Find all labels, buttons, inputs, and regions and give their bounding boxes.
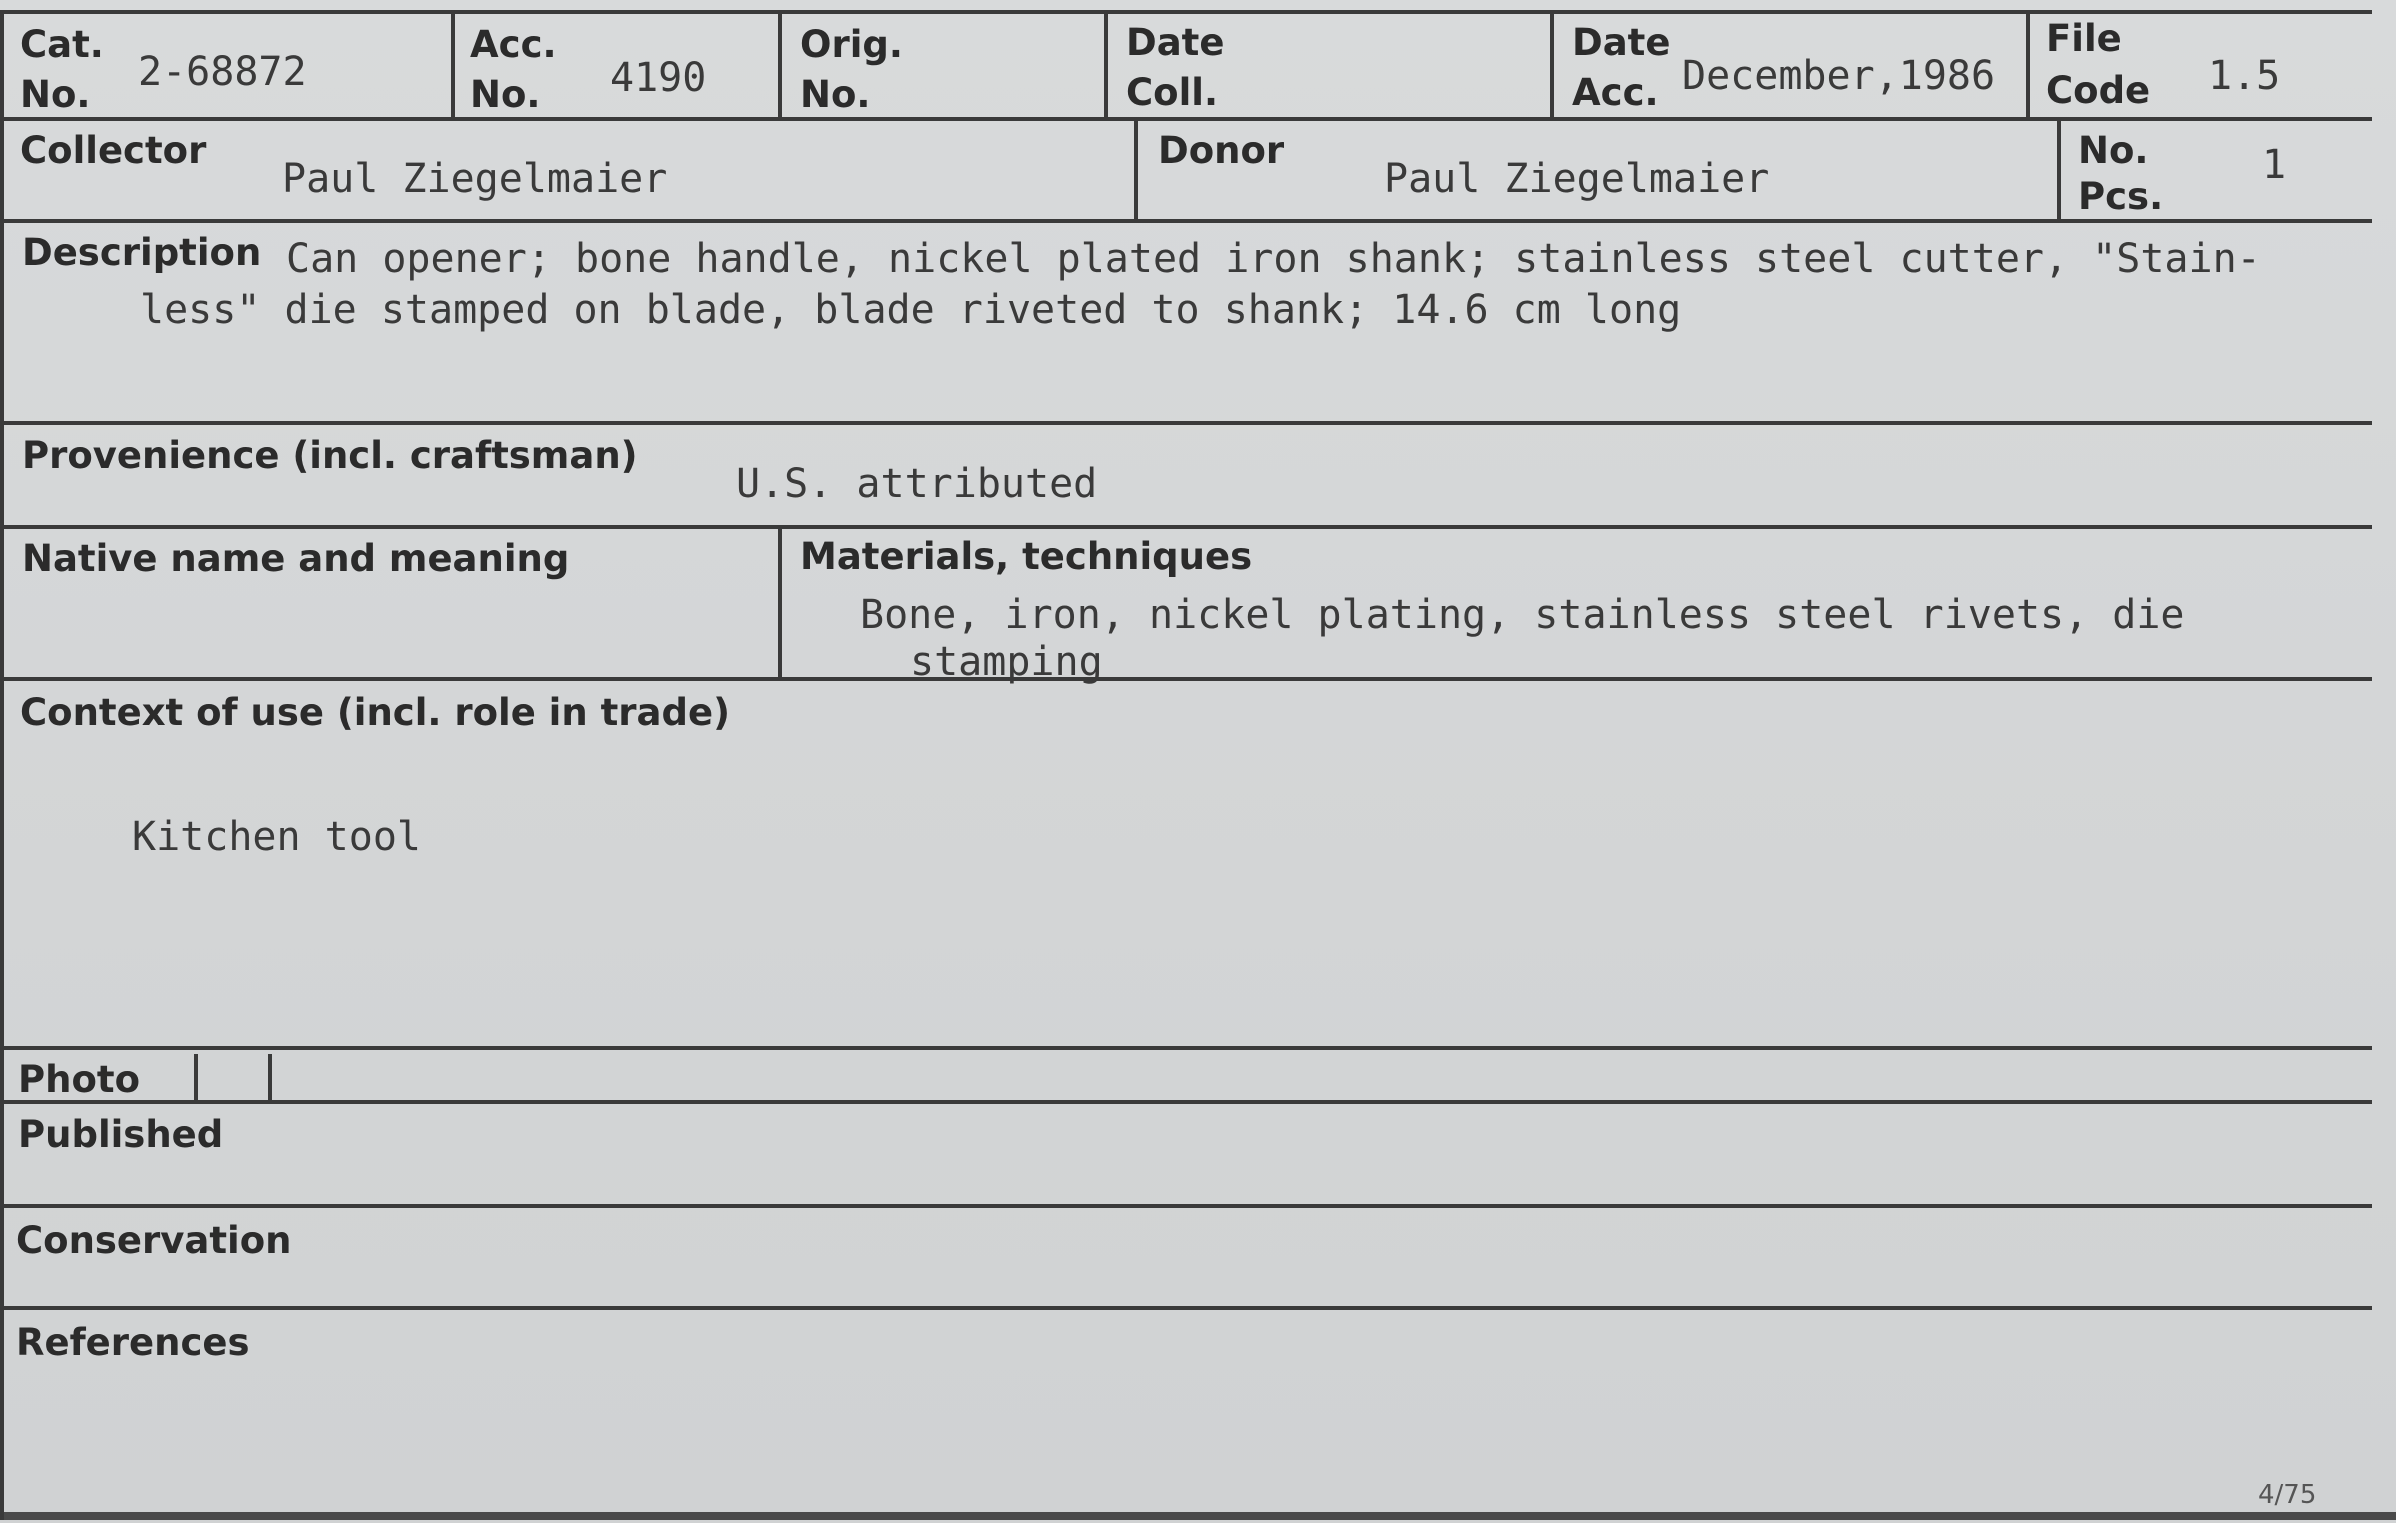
context-label: Context of use (incl. role in trade): [20, 691, 730, 734]
description-line-1: Can opener; bone handle, nickel plated iron shank; stainless steel cutter, "Stain-: [286, 236, 2261, 282]
pcs-label-2: Pcs.: [2078, 175, 2164, 218]
photo-label: Photo: [18, 1058, 140, 1101]
cat-no-value: 2-68872: [138, 49, 307, 95]
rule-description-bottom: [0, 421, 2372, 425]
file-label-1: File: [2046, 17, 2122, 60]
donor-value: Paul Ziegelmaier: [1384, 156, 1770, 202]
dateacc-label-2: Acc.: [1572, 71, 1659, 114]
datecoll-label-1: Date: [1126, 21, 1225, 64]
orig-label-2: No.: [800, 73, 871, 116]
cat-label-1: Cat.: [20, 23, 104, 66]
context-value: Kitchen tool: [132, 814, 421, 860]
rule-v-photo-1: [194, 1054, 198, 1102]
materials-line-2: stamping: [910, 639, 1103, 685]
donor-label: Donor: [1158, 129, 1285, 172]
no-pcs-value: 1: [2262, 142, 2287, 188]
collector-label: Collector: [20, 129, 207, 172]
pcs-label-1: No.: [2078, 129, 2149, 172]
rule-published-bottom: [0, 1204, 2372, 1208]
file-code-value: 1.5: [2208, 53, 2281, 99]
description-line-2: less" die stamped on blade, blade riveted to shank; 14.6 cm long: [140, 287, 1682, 333]
rule-v-orig: [1104, 10, 1108, 119]
rule-v-datecoll: [1550, 10, 1554, 119]
date-acc-value: December,1986: [1682, 53, 1996, 99]
published-label: Published: [18, 1113, 224, 1156]
rule-v-donor: [2057, 117, 2061, 221]
native-name-label: Native name and meaning: [22, 537, 570, 580]
rule-photo-bottom: [0, 1100, 2372, 1104]
rule-materials-bottom: [0, 677, 2372, 681]
cat-label-2: No.: [20, 73, 91, 116]
file-label-2: Code: [2046, 69, 2151, 112]
rule-bottom: [0, 1512, 2396, 1520]
materials-label: Materials, techniques: [800, 535, 1253, 578]
acc-no-value: 4190: [610, 55, 707, 101]
orig-label-1: Orig.: [800, 23, 903, 66]
provenience-value: U.S. attributed: [736, 461, 1098, 507]
rule-v-dateacc: [2026, 10, 2030, 119]
description-label: Description: [22, 231, 262, 274]
rule-v-native: [778, 525, 782, 679]
conservation-label: Conservation: [16, 1219, 292, 1262]
rule-context-bottom: [0, 1046, 2372, 1050]
provenience-label: Provenience (incl. craftsman): [22, 434, 638, 477]
acc-label-2: No.: [470, 73, 541, 116]
rule-row2-bottom: [0, 219, 2372, 223]
datecoll-label-2: Coll.: [1126, 71, 1218, 114]
print-mark: 4/75: [2258, 1480, 2317, 1510]
rule-v-collector: [1134, 117, 1138, 221]
materials-line-1: Bone, iron, nickel plating, stainless steel rivets, die: [860, 592, 2185, 638]
rule-v-photo-2: [268, 1054, 272, 1102]
references-label: References: [16, 1321, 250, 1364]
collector-value: Paul Ziegelmaier: [282, 156, 668, 202]
rule-v-acc: [778, 10, 782, 119]
dateacc-label-1: Date: [1572, 21, 1671, 64]
rule-provenience-bottom: [0, 525, 2372, 529]
rule-conservation-bottom: [0, 1306, 2372, 1310]
rule-top: [0, 10, 2372, 14]
rule-v-cat: [451, 10, 455, 119]
acc-label-1: Acc.: [470, 23, 557, 66]
rule-v-left: [0, 10, 4, 1520]
